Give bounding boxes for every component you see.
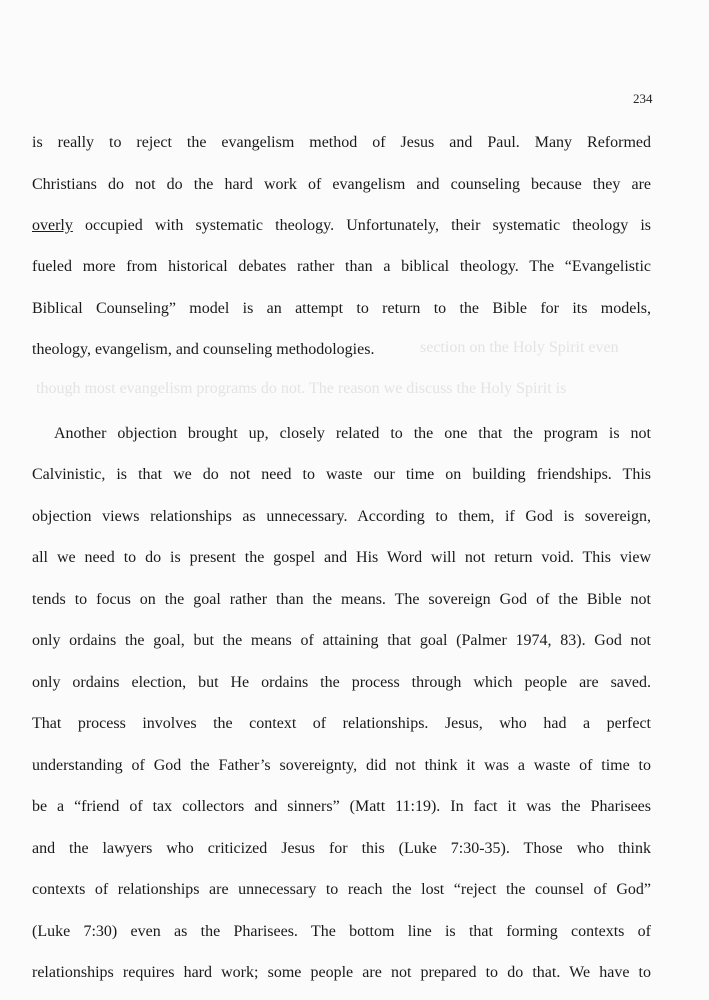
- paragraph-1-line: [32, 216, 651, 236]
- paragraph-2-line: only ordains election, but He ordains the process through which people are saved.: [32, 674, 651, 691]
- paragraph-2-line: all we need to do is present the gospel and His Word will not return void. This view: [32, 549, 651, 566]
- paragraph-2-line: understanding of God the Father’s sovereignty, did not think it was a waste of time to: [32, 757, 651, 774]
- bleed-through-line-2: though most evangelism programs do not. The reason we discuss the Holy Spirit is: [36, 380, 567, 397]
- bleed-through-line-1: section on the Holy Spirit even: [420, 339, 619, 356]
- paragraph-2-line: relationships requires hard work; some people are not prepared to do that. We have to: [32, 964, 651, 981]
- paragraph-1-line: fueled more from historical debates rather than a biblical theology. The “Evangelistic: [32, 258, 651, 275]
- paragraph-2-line: Calvinistic, is that we do not need to waste our time on building friendships. This: [32, 466, 651, 483]
- paragraph-2-line: tends to focus on the goal rather than the means. The sovereign God of the Bible not: [32, 591, 651, 608]
- paragraph-1-line: is really to reject the evangelism method of Jesus and Paul. Many Reformed: [32, 134, 651, 151]
- paragraph-2-line: be a “friend of tax collectors and sinners” (Matt 11:19). In fact it was the Pharisees: [32, 798, 651, 815]
- paragraph-2-line: Another objection brought up, closely related to the one that the program is not: [54, 425, 651, 442]
- paragraph-1-line: Christians do not do the hard work of evangelism and counseling because they are: [32, 176, 651, 193]
- paragraph-2-line: contexts of relationships are unnecessary to reach the lost “reject the counsel of God”: [32, 881, 651, 898]
- paragraph-2-line: only ordains the goal, but the means of attaining that goal (Palmer 1974, 83). God not: [32, 632, 651, 649]
- paragraph-1-line: Biblical Counseling” model is an attempt to return to the Bible for its models,: [32, 300, 651, 317]
- page-number: 234: [633, 91, 653, 106]
- paragraph-2-line: (Luke 7:30) even as the Pharisees. The bottom line is that forming contexts of: [32, 923, 651, 940]
- paragraph-2-line: objection views relationships as unnecessary. According to them, if God is sovereign,: [32, 508, 651, 525]
- underlined-word: overly: [32, 217, 73, 234]
- paragraph-2-line: That process involves the context of relationships. Jesus, who had a perfect: [32, 715, 651, 732]
- paragraph-2-line: and the lawyers who criticized Jesus for this (Luke 7:30-35). Those who think: [32, 840, 651, 857]
- paragraph-1-line: theology, evangelism, and counseling methodologies.: [32, 341, 375, 358]
- paragraph-1-line-rest: occupied with systematic theology. Unfortunately, their systematic theology is: [85, 217, 652, 234]
